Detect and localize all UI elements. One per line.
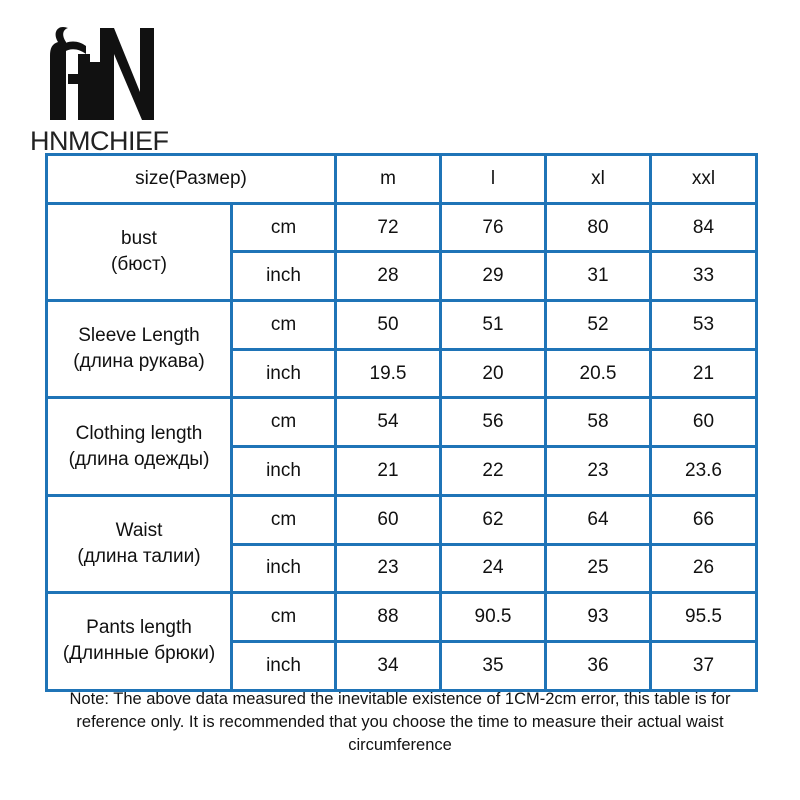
- value-cell: 64: [546, 495, 651, 544]
- value-cell: 58: [546, 398, 651, 447]
- value-cell: 19.5: [336, 349, 441, 398]
- unit-cell: cm: [232, 495, 336, 544]
- measurement-label-ru: (длина рукава): [73, 351, 205, 373]
- value-cell: 28: [336, 252, 441, 301]
- value-cell: 21: [336, 447, 441, 496]
- table-row: [47, 495, 757, 544]
- table-row: [47, 301, 757, 350]
- value-cell: 23.6: [651, 447, 757, 496]
- measurement-label-ru: (длина одежды): [68, 448, 210, 470]
- measurement-label-ru: (длина талии): [77, 546, 201, 567]
- value-cell: 36: [546, 641, 651, 690]
- value-cell: 90.5: [441, 593, 546, 642]
- value-cell: 72: [336, 203, 441, 252]
- measurement-label-en: Waist: [115, 520, 163, 541]
- value-cell: 20: [441, 349, 546, 398]
- table-header-row: [47, 155, 757, 204]
- measurement-label-ru: (Длинные брюки): [62, 643, 216, 665]
- value-cell: 23: [336, 544, 441, 593]
- value-cell: 80: [546, 203, 651, 252]
- size-xxl-header: xxl: [651, 155, 757, 204]
- brand-name: HNMCHIEF: [30, 126, 169, 156]
- value-cell: 88: [336, 593, 441, 642]
- value-cell: 51: [441, 301, 546, 350]
- value-cell: 33: [651, 252, 757, 301]
- unit-cell: inch: [232, 349, 336, 398]
- value-cell: 60: [336, 495, 441, 544]
- value-cell: 54: [336, 398, 441, 447]
- value-cell: 93: [546, 593, 651, 642]
- value-cell: 60: [651, 398, 757, 447]
- value-cell: 24: [441, 544, 546, 593]
- unit-cell: inch: [232, 641, 336, 690]
- unit-cell: cm: [232, 301, 336, 350]
- value-cell: 25: [546, 544, 651, 593]
- brand-logo: [30, 22, 180, 156]
- unit-cell: inch: [232, 544, 336, 593]
- table-row: [47, 593, 757, 642]
- value-cell: 53: [651, 301, 757, 350]
- value-cell: 35: [441, 641, 546, 690]
- measurement-label-ru: (бюст): [111, 253, 167, 275]
- unit-cell: inch: [232, 252, 336, 301]
- value-cell: 76: [441, 203, 546, 252]
- value-cell: 31: [546, 252, 651, 301]
- measurement-label-en: Pants length: [86, 617, 192, 639]
- measurement-label-clothing-length: [47, 398, 232, 495]
- value-cell: 29: [441, 252, 546, 301]
- table-row: [47, 398, 757, 447]
- value-cell: 20.5: [546, 349, 651, 398]
- unit-cell: inch: [232, 447, 336, 496]
- measurement-label-sleeve-length: [47, 301, 232, 398]
- value-cell: 23: [546, 447, 651, 496]
- value-cell: 66: [651, 495, 757, 544]
- value-cell: 62: [441, 495, 546, 544]
- measurement-label-waist: [47, 495, 232, 592]
- value-cell: 84: [651, 203, 757, 252]
- value-cell: 21: [651, 349, 757, 398]
- measurement-label-en: Sleeve Length: [78, 325, 200, 347]
- value-cell: 56: [441, 398, 546, 447]
- hnmchief-logo-icon: [38, 22, 163, 126]
- unit-cell: cm: [232, 203, 336, 252]
- value-cell: 22: [441, 447, 546, 496]
- unit-cell: cm: [232, 593, 336, 642]
- value-cell: 34: [336, 641, 441, 690]
- size-header-cell: size(Размер): [47, 155, 336, 204]
- measurement-note: Note: The above data measured the inevitable existence of 1CM-2cm error, this table is for reference only. It is recommended that you choose the time to measure their actual waist circumference: [69, 690, 731, 754]
- measurement-label-en: Clothing length: [75, 422, 203, 444]
- unit-cell: cm: [232, 398, 336, 447]
- size-m-header: m: [336, 155, 441, 204]
- table-row: [47, 203, 757, 252]
- size-l-header: l: [441, 155, 546, 204]
- value-cell: 50: [336, 301, 441, 350]
- size-xl-header: xl: [546, 155, 651, 204]
- measurement-label-pants-length: [47, 593, 232, 690]
- measurement-label-en: bust: [121, 227, 157, 249]
- value-cell: 95.5: [651, 593, 757, 642]
- value-cell: 26: [651, 544, 757, 593]
- measurement-label-bust: [47, 203, 232, 300]
- size-chart-table: [45, 153, 758, 692]
- value-cell: 37: [651, 641, 757, 690]
- value-cell: 52: [546, 301, 651, 350]
